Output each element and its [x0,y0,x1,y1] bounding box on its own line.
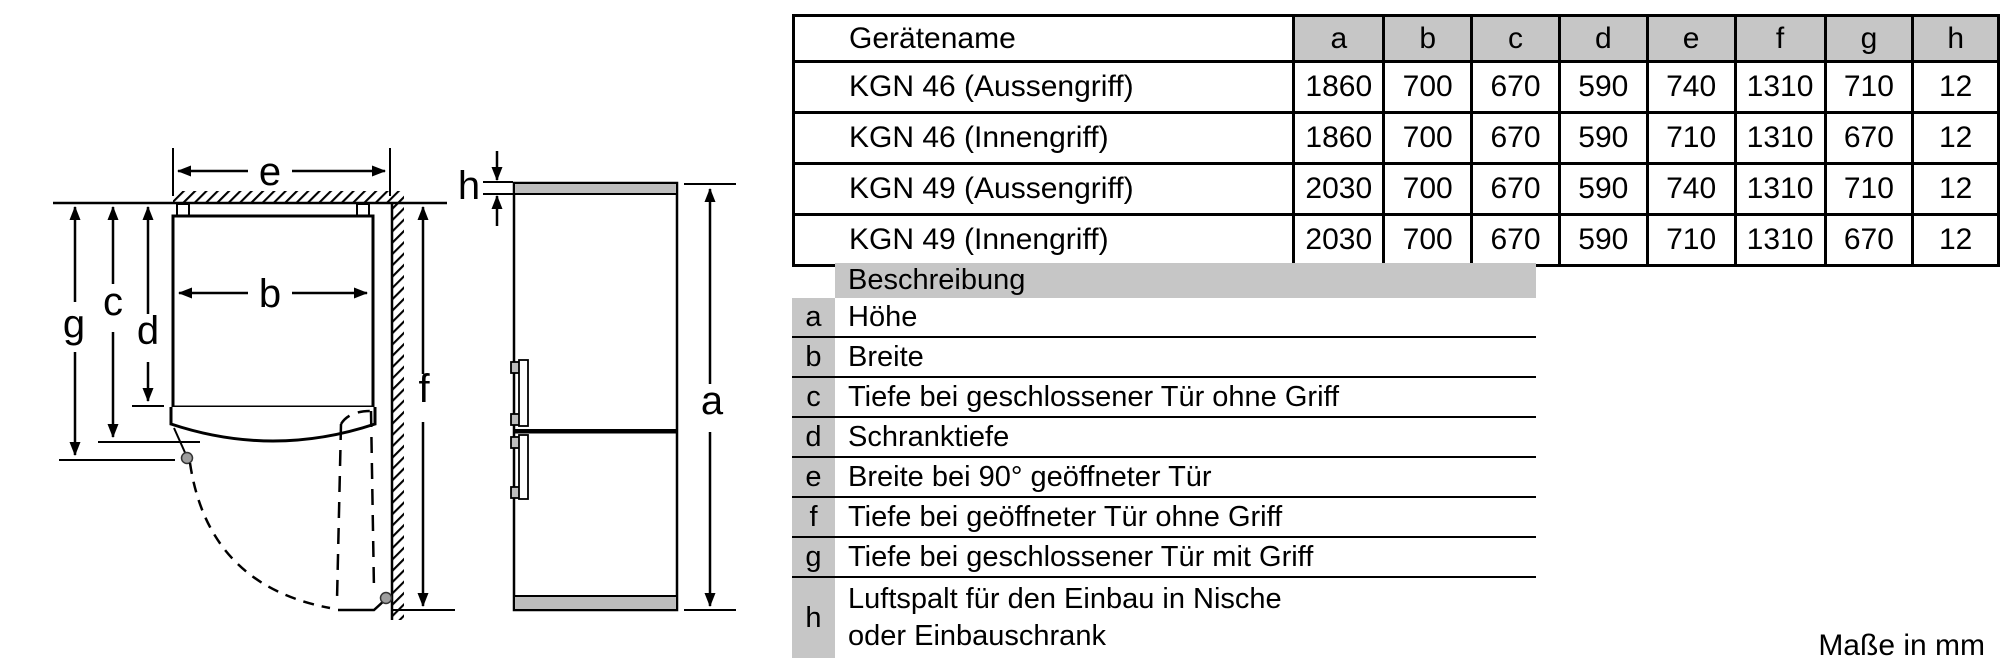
table-header-g: g [1825,16,1913,62]
table-header-a: a [1294,16,1384,62]
plinth-strip [514,596,677,610]
legend-key: d [792,418,835,456]
legend-row-g [792,538,1536,578]
legend-key: a [792,298,835,336]
value-cell: 590 [1559,215,1647,266]
table-header-row [794,16,1999,62]
value-cell: 670 [1472,62,1560,113]
model-name: KGN 46 (Aussengriff) [794,62,1294,113]
value-cell: 1310 [1735,113,1825,164]
value-cell: 590 [1559,113,1647,164]
table-header-b: b [1384,16,1472,62]
value-cell: 1310 [1735,215,1825,266]
value-cell: 740 [1647,164,1735,215]
hinge-dot-wall-side [381,593,392,604]
value-cell: 700 [1384,164,1472,215]
dim-c-label: c [103,280,123,324]
door-closed-outline [171,407,375,441]
dim-h-label: h [457,164,481,208]
legend-key: f [792,498,835,536]
value-cell: 670 [1825,215,1913,266]
value-cell: 12 [1913,113,1999,164]
legend-row-h [792,578,1536,658]
model-name: KGN 49 (Innengriff) [794,215,1294,266]
value-cell: 700 [1384,113,1472,164]
legend-text: Tiefe bei geöffneter Tür ohne Griff [848,500,1283,533]
door-open-bottom-edge [338,599,386,610]
legend-key: g [792,538,835,576]
dim-d [132,207,164,406]
front-view [458,151,736,610]
dim-f-label: f [418,367,430,411]
value-cell: 670 [1472,113,1560,164]
value-cell: 670 [1825,113,1913,164]
door-open-outer-edge [337,424,341,600]
legend-text: Breite [848,340,924,373]
niche-wall-top [173,191,392,203]
table-row [794,62,1999,113]
value-cell: 1860 [1294,113,1384,164]
legend-row-e [792,458,1536,498]
value-cell: 2030 [1294,215,1384,266]
value-cell: 1860 [1294,62,1384,113]
legend-text: Tiefe bei geschlossener Tür mit Griff [848,540,1314,573]
value-cell: 710 [1825,164,1913,215]
table-header-d: d [1559,16,1647,62]
value-cell: 710 [1647,215,1735,266]
table-header-h: h [1913,16,1999,62]
dim-d-label: d [136,309,160,353]
legend-text: Schranktiefe [848,420,1010,453]
spacer-block-left [177,204,189,216]
legend-row-f [792,498,1536,538]
legend-row-c [792,378,1536,418]
legend-text [835,578,1282,658]
dimension-drawing [0,0,780,667]
top-view [53,148,455,620]
legend-text: Höhe [848,300,918,333]
niche-wall-right [392,191,404,620]
model-name: KGN 46 (Innengriff) [794,113,1294,164]
table-row [794,215,1999,266]
legend-key: c [792,378,835,416]
dim-b-label: b [258,272,282,316]
air-gap-strip [514,183,677,194]
model-name: KGN 49 (Aussengriff) [794,164,1294,215]
value-cell: 2030 [1294,164,1384,215]
value-cell: 710 [1825,62,1913,113]
value-cell: 670 [1472,215,1560,266]
value-cell: 590 [1559,164,1647,215]
legend-text-line2: oder Einbauschrank [848,620,1106,652]
value-cell: 12 [1913,215,1999,266]
dim-g-label: g [62,302,86,346]
hinge-dot-front-corner [182,453,193,464]
value-cell: 12 [1913,62,1999,113]
table-header-f: f [1735,16,1825,62]
fridge-body-outline [514,183,677,610]
legend-key: h [792,578,835,658]
dimension-legend [792,263,1536,658]
value-cell: 670 [1472,164,1560,215]
dimension-table [792,14,2000,267]
unit-note: Maße in mm [1818,629,1985,662]
door-swing-arc [190,463,330,608]
dim-e-label: e [258,150,282,194]
door-divider [514,429,677,434]
legend-key: e [792,458,835,496]
legend-row-b [792,338,1536,378]
table-row [794,113,1999,164]
legend-text: Tiefe bei geschlossener Tür ohne Griff [848,380,1340,413]
table-header-e: e [1647,16,1735,62]
value-cell: 590 [1559,62,1647,113]
value-cell: 700 [1384,62,1472,113]
value-cell: 12 [1913,164,1999,215]
value-cell: 1310 [1735,62,1825,113]
value-cell: 740 [1647,62,1735,113]
legend-text: Breite bei 90° geöffneter Tür [848,460,1212,493]
table-row [794,164,1999,215]
legend-row-a [792,298,1536,338]
legend-key: b [792,338,835,376]
dim-a-label: a [700,379,724,423]
legend-header: Beschreibung [835,263,1536,298]
table-header-name: Gerätename [794,16,1294,62]
door-open-inner-edge [371,411,374,590]
value-cell: 700 [1384,215,1472,266]
dim-h [483,151,513,226]
table-header-c: c [1472,16,1560,62]
legend-text-line1: Luftspalt für den Einbau in Nische [848,583,1282,615]
spacer-block-right [357,204,369,216]
dim-e [173,148,390,196]
value-cell: 1310 [1735,164,1825,215]
legend-row-d [792,418,1536,458]
value-cell: 710 [1647,113,1735,164]
